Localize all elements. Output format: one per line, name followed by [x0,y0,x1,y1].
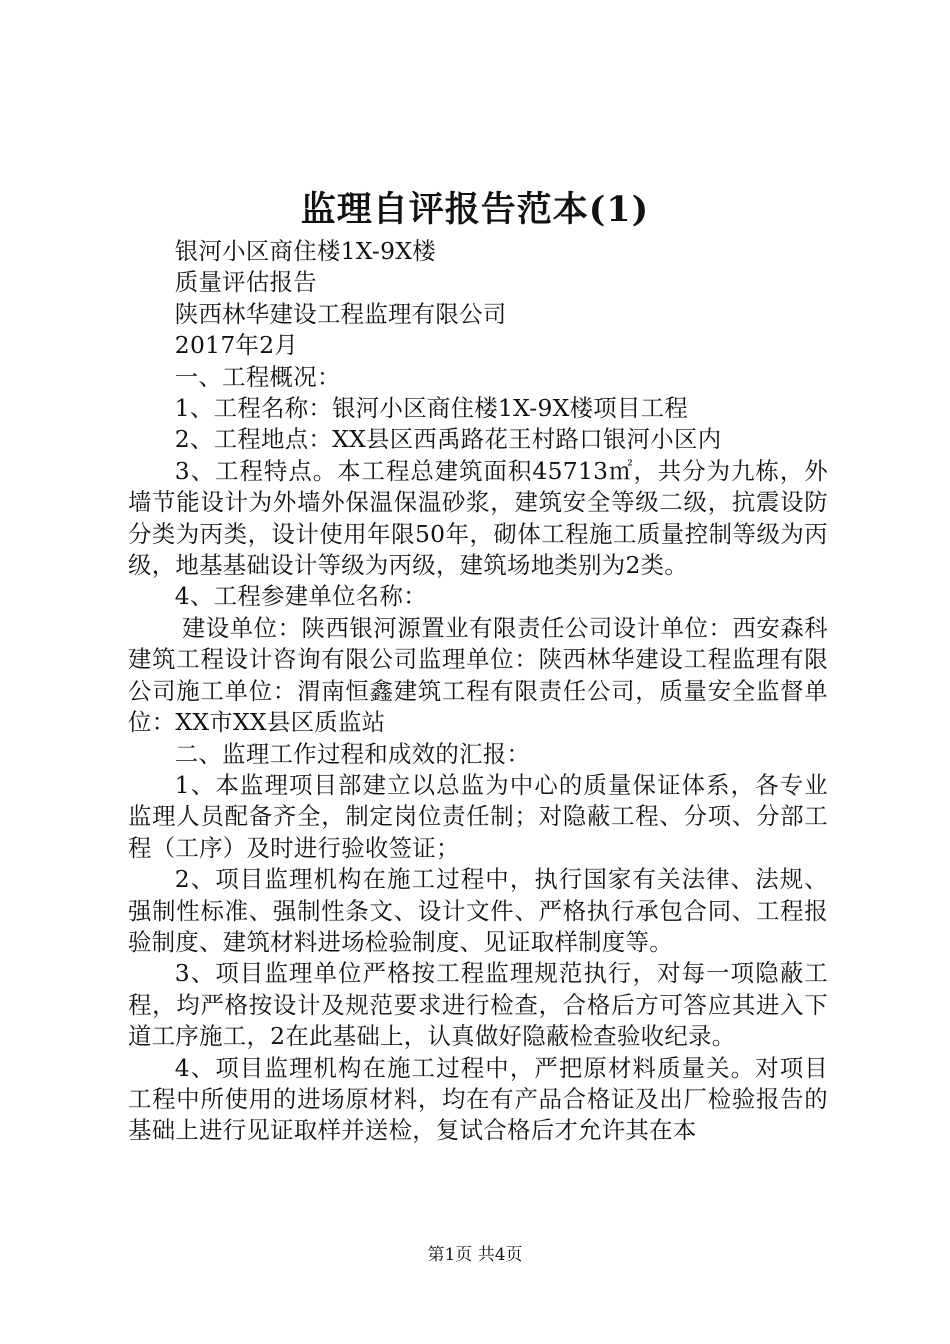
paragraph-project-features: 3、工程特点。本工程总建筑面积45713㎡，共分为九栋，外墙节能设计为外墙外保温保温砂浆，建筑安全等级二级，抗震设防分类为丙类，设计使用年限50年，砌体工程施工质量控制等级为丙级，地基基础设计等级为丙级，建筑场地类别为2类。 [128,456,828,580]
document-body [128,236,828,1147]
paragraph-project-location: 2、工程地点：XX县区西禹路花王村路口银河小区内 [174,425,722,454]
paragraph-supervision-3: 3、项目监理单位严格按工程监理规范执行，对每一项隐蔽工程，均严格按设计及规范要求进行检查，合格后方可答应其进入下道工序施工，2在此基础上，认真做好隐蔽检查验收纪录。 [128,959,828,1051]
project-name-line: 银河小区商住楼1X-9X楼 [174,237,436,265]
paragraph-supervision-1: 1、本监理项目部建立以总监为中心的质量保证体系，各专业监理人员配备齐全，制定岗位责任制；对隐蔽工程、分项、分部工程（工序）及时进行验收签证； [128,770,828,862]
document-title: 监理自评报告范本(1) [300,189,650,230]
paragraph-project-name: 1、工程名称：银河小区商住楼1X-9X楼项目工程 [174,394,689,423]
section-heading-supervision: 二、监理工作过程和成效的汇报： [174,739,531,768]
report-date-line: 2017年2月 [174,331,299,360]
company-name-line: 陕西林华建设工程监理有限公司 [174,299,507,328]
paragraph-participants-heading: 4、工程参建单位名称： [174,582,427,611]
page-footer: 第1页 共4页 [427,1245,523,1265]
paragraph-supervision-2: 2、项目监理机构在施工过程中，执行国家有关法律、法规、强制性标准、强制性条文、设计文件、严格执行承包合同、工程报验制度、建筑材料进场检验制度、见证取样制度等。 [128,865,828,956]
report-type-line: 质量评估报告 [174,268,317,297]
paragraph-participants: 建设单位：陕西银河源置业有限责任公司设计单位：西安森科建筑工程设计咨询有限公司监理单位：陕西林华建设工程监理有限公司施工单位：渭南恒鑫建筑工程有限责任公司，质量安全监督单位：XX市XX县区质监站 [128,613,828,737]
section-heading-overview: 一、工程概况： [174,362,341,391]
paragraph-supervision-4: 4、项目监理机构在施工过程中，严把原材料质量关。对项目工程中所使用的进场原材料，均在有产品合格证及出厂检验报告的基础上进行见证取样并送检，复试合格后才允许其在本 [128,1053,828,1145]
